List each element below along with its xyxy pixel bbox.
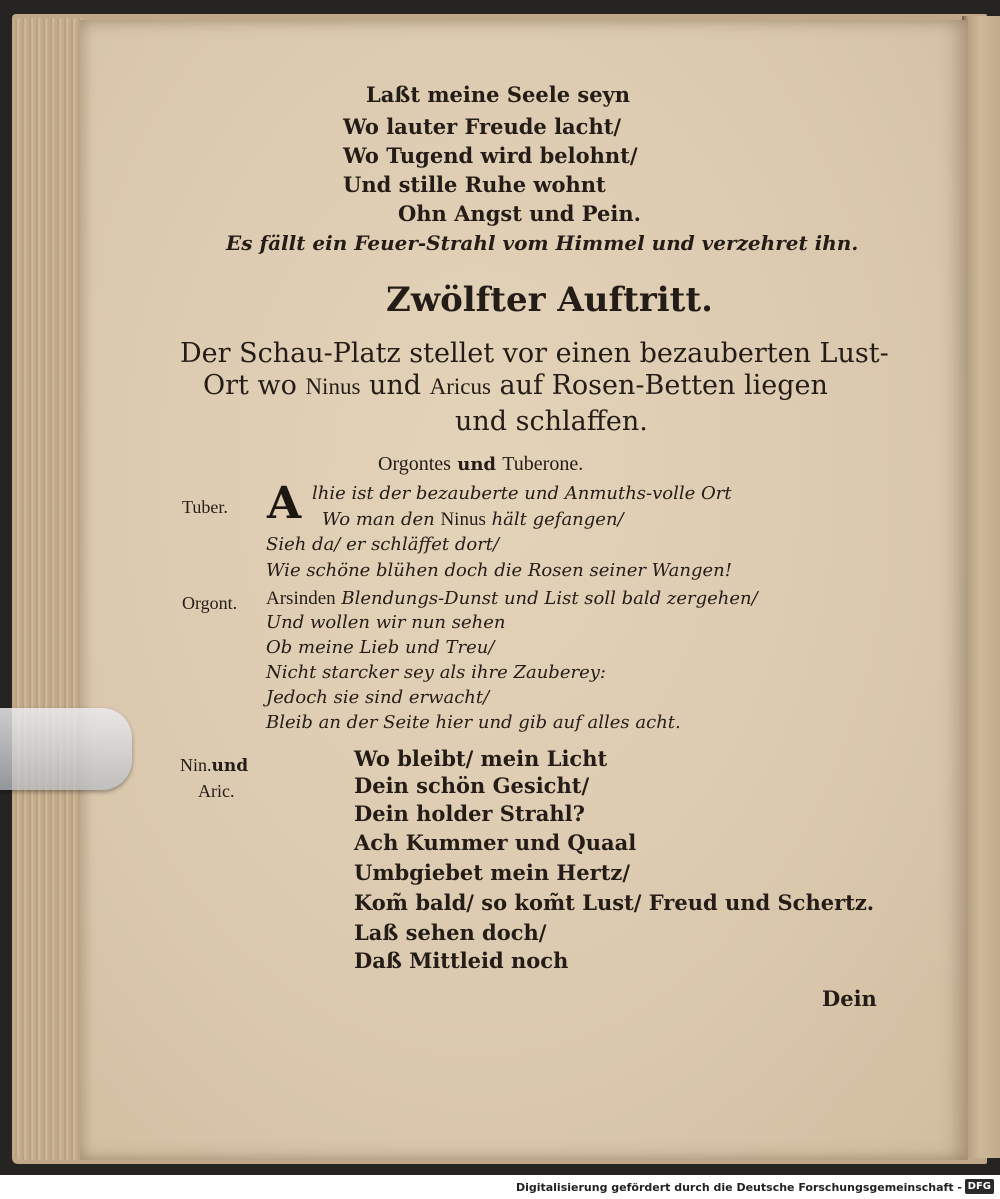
cast-list: [378, 454, 583, 474]
duet-line-1: Wo bleibt/ mein Licht: [354, 746, 608, 771]
orgont-line-4: Nicht starcker sey als ihre Zauberey:: [266, 662, 606, 683]
tuber-line-4: Wie schöne blühen doch die Rosen seiner Wangen!: [266, 560, 732, 581]
speaker-nin: Nin.: [180, 755, 212, 775]
name-ninus: Ninus: [440, 509, 486, 530]
verse-line-2: Wo lauter Freude lacht/: [343, 114, 622, 139]
speaker-und: und: [211, 756, 249, 776]
verse-line-4: Und stille Ruhe wohnt: [343, 172, 606, 197]
duet-line-5: Umbgiebet mein Hertz/: [354, 860, 630, 885]
desc-text: auf Rosen-Betten liegen: [490, 370, 828, 401]
verse-line-1: Laßt meine Seele seyn: [366, 82, 631, 107]
speaker-orgont: Orgont.: [182, 593, 238, 613]
duet-line-4: Ach Kummer und Quaal: [354, 830, 637, 855]
footer-credit: Digitalisierung gefördert durch die Deutsche Forschungsgemeinschaft -: [515, 1181, 962, 1194]
scene-description-1: Der Schau-Platz stellet vor einen bezauberten Lust-: [180, 338, 889, 369]
page-clip: [0, 708, 132, 790]
page-stack-edge: [14, 18, 86, 1160]
dfg-logo: DFG: [965, 1179, 994, 1194]
orgont-line-5: Jedoch sie sind erwacht/: [266, 687, 490, 708]
duet-line-2: Dein schön Gesicht/: [354, 773, 590, 798]
desc-text: und: [360, 370, 430, 401]
name-ninus: Ninus: [305, 374, 361, 399]
desc-text: Ort wo: [203, 370, 306, 401]
orgont-line-1: [266, 589, 758, 608]
drop-initial: A: [267, 478, 302, 529]
name-aricus: Aricus: [429, 374, 491, 399]
duet-line-6: Kom̃ bald/ so kom̃t Lust/ Freud und Schertz.: [354, 890, 875, 915]
name-arsinden: Arsinden: [266, 588, 336, 609]
speaker-aric: Aric.: [198, 781, 235, 801]
orgont-line-2: Und wollen wir nun sehen: [266, 612, 506, 633]
dialog-text: Blendungs-Dunst und List soll bald zergehen/: [335, 588, 758, 609]
scene-description-3: und schlaffen.: [455, 406, 648, 437]
scene-description-2: [203, 372, 828, 399]
speaker-tuber: Tuber.: [182, 497, 228, 517]
stage-direction: Es fällt ein Feuer-Strahl vom Himmel und verzehret ihn.: [226, 231, 859, 255]
cast-orgontes: Orgontes: [378, 453, 451, 475]
dialog-text: Wo man den: [322, 509, 441, 530]
speaker-nin-und: [180, 756, 248, 775]
orgont-line-3: Ob meine Lieb und Treu/: [266, 637, 495, 658]
cast-tuberone: Tuberone.: [502, 453, 584, 475]
verse-line-3: Wo Tugend wird belohnt/: [343, 143, 638, 168]
duet-line-3: Dein holder Strahl?: [354, 801, 585, 826]
dialog-text: hält gefangen/: [485, 509, 624, 530]
duet-line-8: Daß Mittleid noch: [354, 948, 569, 973]
tuber-line-3: Sieh da/ er schläffet dort/: [266, 534, 500, 555]
catchword: Dein: [822, 986, 877, 1011]
verse-line-5: Ohn Angst und Pein.: [398, 201, 641, 226]
duet-line-7: Laß sehen doch/: [354, 920, 547, 945]
tuber-line-1: lhie ist der bezauberte und Anmuths-volle Ort: [312, 483, 732, 504]
scene-heading: Zwölfter Auftritt.: [386, 280, 713, 320]
orgont-line-6: Bleib an der Seite hier und gib auf alles acht.: [266, 712, 681, 733]
tuber-line-2: [322, 510, 624, 529]
cast-und: und: [450, 454, 503, 475]
